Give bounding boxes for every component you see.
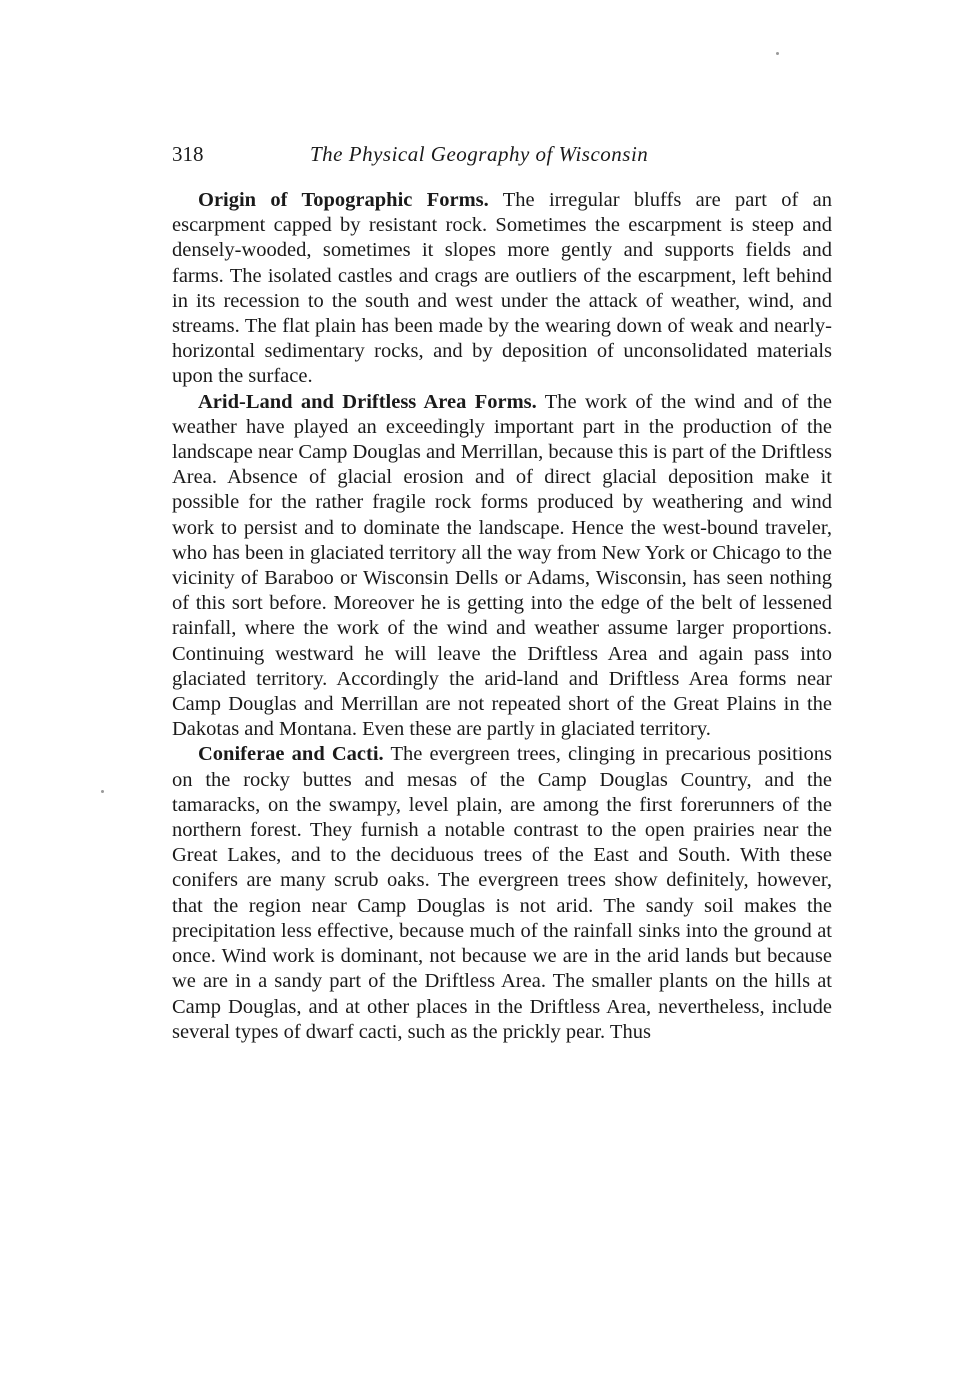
page-speck	[776, 52, 779, 55]
paragraph-arid-land-and-driftless-area-forms	[172, 390, 832, 743]
paragraph-origin-of-topographic-forms	[172, 188, 832, 390]
paragraph-text: The evergreen trees, clinging in precarious positions on the rocky buttes and mesas of the Camp Douglas Country, and the tamaracks, on the swampy, level plain, are among the first forerunners of the northern forest. They furnish a notable contrast to the open prairies near the Great Lakes, and to the deciduous trees of the East and South. With these conifers are many scrub oaks. The evergreen trees show definitely, however, that the region near Camp Douglas is not arid. The sandy soil makes the precipitation less effective, because much of the rainfall sinks into the ground at once. Wind work is dominant, not because we are in the arid lands but because we are in a sandy part of the Driftless Area. The smaller plants on the hills at Camp Douglas, and at other places in the Driftless Area, nevertheless, include several types of dwarf cacti, such as the prickly pear. Thus	[172, 743, 832, 1043]
paragraph-heading: Origin of Topographic Forms.	[198, 189, 489, 211]
running-head	[172, 140, 832, 168]
text-body	[172, 188, 832, 1045]
paragraph-coniferae-and-cacti	[172, 742, 832, 1044]
running-title: The Physical Geography of Wisconsin	[310, 142, 649, 166]
paragraph-heading: Coniferae and Cacti.	[198, 743, 384, 766]
page-number: 318	[172, 142, 204, 166]
paragraph-text: The work of the wind and of the weather have played an exceedingly important part in the production of the landscape near Camp Douglas and Merrillan, because this is part of the Driftless Area. Absence of glacial erosion and of direct glacial deposition make it possible for the rather fragile rock forms produced by weathering and wind work to persist and to dominate the landscape. Hence the west-bound traveler, who has been in glaciated territory all the way from New York or Chicago to the vicinity of Baraboo or Wisconsin Dells or Adams, Wisconsin, has seen nothing of this sort before. Moreover he is getting into the edge of the belt of lessened rainfall, where the work of the wind and weather assume larger proportions. Continuing westward he will leave the Driftless Area and again pass into glaciated territory. Accordingly the arid-land and Driftless Area forms near Camp Douglas and Merrillan are not repeated short of the Great Plains in the Dakotas and Montana. Even these are partly in glaciated territory.	[172, 390, 832, 741]
paragraph-heading: Arid-Land and Driftless Area Forms.	[198, 390, 537, 413]
page-speck	[101, 790, 104, 793]
paragraph-text: The irregular bluffs are part of an escarpment capped by resistant rock. Sometimes the escarpment is steep and densely-wooded, sometimes it slopes more gently and supports fields and farms. The isolated castles and crags are outliers of the escarpment, left behind in its recession to the south and west under the attack of weather, wind, and streams. The flat plain has been made by the wearing down of weak and nearly-horizontal sedimentary rocks, and by deposition of unconsolidated materials upon the surface.	[172, 189, 832, 388]
